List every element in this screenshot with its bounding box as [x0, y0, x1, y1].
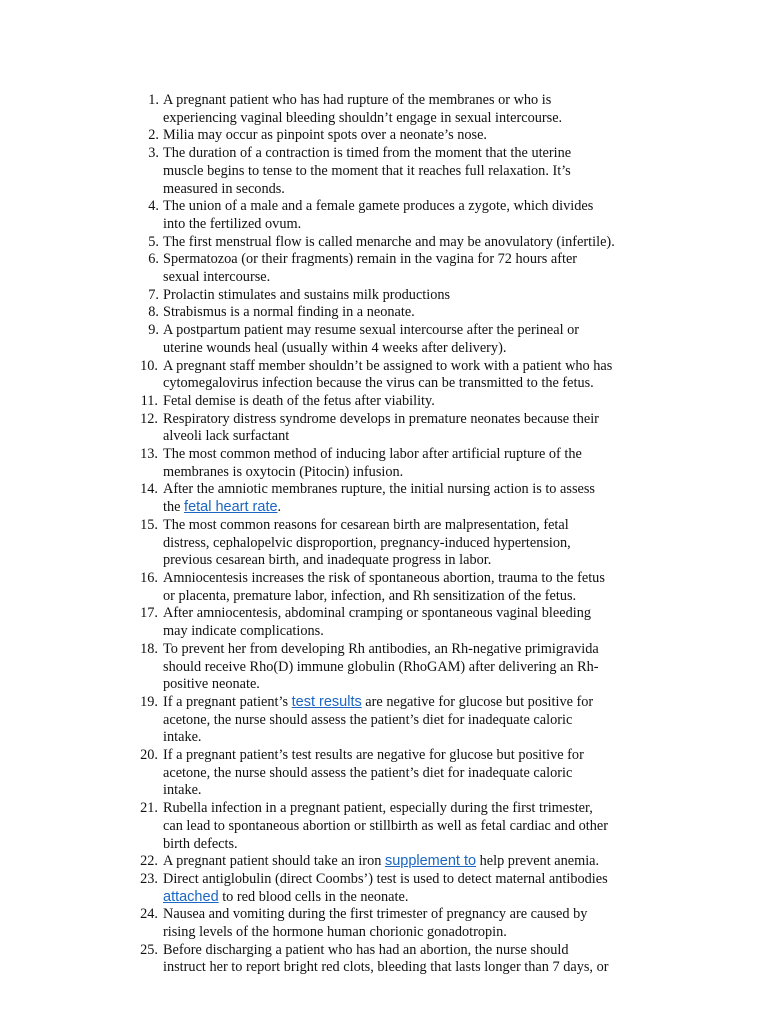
- list-item: 6. Spermatozoa (or their fragments) remain in the vagina for 72 hours after sexual intercourse.: [148, 251, 578, 286]
- list-item: 15. The most common reasons for cesarean birth are malpresentation, fetal distress, cephalopelvic disproportion, pregnancy-induced hypertension, previous cesarean birth, and inadequate progress in labor.: [140, 516, 571, 569]
- list-item: 16. Amniocentesis increases the risk of spontaneous abortion, trauma to the fetus or placenta, premature labor, infection, and Rh sensitization of the fetus.: [140, 569, 605, 604]
- attached-link[interactable]: attached: [163, 888, 219, 905]
- list-item: 4. The union of a male and a female gamete produces a zygote, which divides into the fertilized ovum.: [148, 198, 594, 232]
- list-item: 11. Fetal demise is death of the fetus after viability.: [140, 392, 435, 409]
- list-item: 23. Direct antiglobulin (direct Coombs’) test is used to detect maternal antibodies attached to red blood cells in the neonate.: [140, 870, 608, 905]
- fetal-heart-rate-link[interactable]: fetal heart rate: [184, 499, 278, 516]
- list-item: 2. Milia may occur as pinpoint spots over a neonate’s nose.: [148, 127, 487, 144]
- list-item: 25. Before discharging a patient who has had an abortion, the nurse should instruct her to report bright red clots, bleeding that lasts longer than 7 days, or: [140, 941, 609, 976]
- list-item: 1. A pregnant patient who has had rupture of the membranes or who is experiencing vaginal bleeding shouldn’t engage in sexual intercourse.: [148, 92, 563, 126]
- list-item: 14. After the amniotic membranes rupture, the initial nursing action is to assess the fetal heart rate.: [140, 481, 595, 516]
- list-item: 13. The most common method of inducing labor after artificial rupture of the membranes is oxytocin (Pitocin) infusion.: [140, 446, 582, 480]
- supplement-to-link[interactable]: supplement to: [384, 853, 477, 870]
- list-item: 21. Rubella infection in a pregnant patient, especially during the first trimester, can lead to spontaneous abortion or stillbirth as well as fetal cardiac and other birth defects.: [140, 800, 609, 852]
- list-item: 12. Respiratory distress syndrome develops in premature neonates because their alveoli lack surfactant: [140, 410, 599, 445]
- list-item: 5. The first menstrual flow is called menarche and may be anovulatory (infertile).: [148, 233, 615, 250]
- numbered-fact-list: [137, 92, 657, 977]
- list-item: 24. Nausea and vomiting during the first trimester of pregnancy are caused by rising levels of the hormone human chorionic gonadotropin.: [140, 906, 588, 941]
- list-item: 7. Prolactin stimulates and sustains milk productions: [148, 286, 451, 303]
- list-item: 17. After amniocentesis, abdominal cramping or spontaneous vaginal bleeding may indicate complications.: [140, 605, 591, 640]
- list-item: 20. If a pregnant patient’s test results are negative for glucose but positive for acetone, the nurse should assess the patient’s diet for inadequate caloric intake.: [140, 747, 584, 799]
- list-item: 18. To prevent her from developing Rh antibodies, an Rh-negative primigravida should receive Rho(D) immune globulin (RhoGAM) after delivering an Rh- positive neonate.: [140, 640, 599, 693]
- test-results-link[interactable]: test results: [291, 693, 362, 710]
- list-item: 9. A postpartum patient may resume sexual intercourse after the perineal or uterine wounds heal (usually within 4 weeks after delivery).: [148, 322, 580, 356]
- list-item: 3. The duration of a contraction is timed from the moment that the uterine muscle begins to tense to the moment that it reaches full relaxation. It’s measured in seconds.: [148, 145, 572, 197]
- list-item: 19. If a pregnant patient’s test results are negative for glucose but positive for acetone, the nurse should assess the patient’s diet for inadequate caloric intake.: [140, 693, 594, 746]
- list-item: 22. A pregnant patient should take an iron supplement to help prevent anemia.: [140, 853, 600, 870]
- list-item: 10. A pregnant staff member shouldn’t be assigned to work with a patient who has cytomegalovirus infection because the virus can be transmitted to the fetus.: [140, 357, 613, 392]
- list-item: 8. Strabismus is a normal finding in a neonate.: [148, 304, 415, 321]
